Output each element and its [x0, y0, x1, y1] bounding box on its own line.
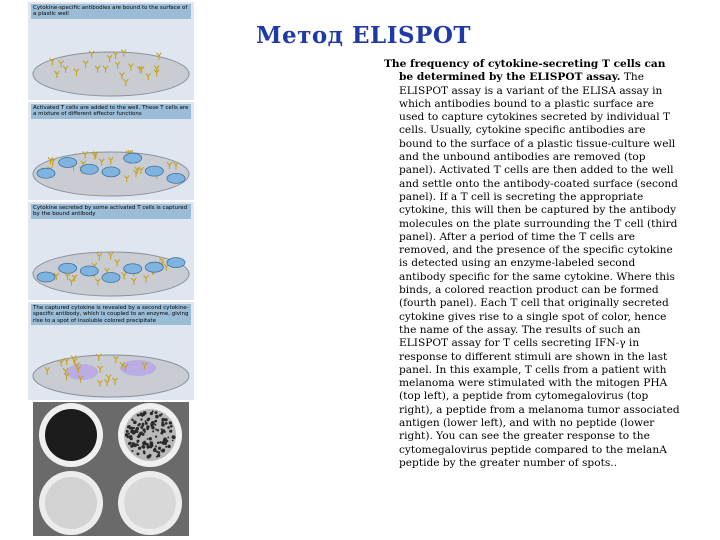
elispot-spot [157, 454, 160, 457]
panel-2-caption: Activated T cells are added to the well. These T cells are a mixture of different effector functions [31, 104, 191, 119]
elispot-spot [159, 441, 161, 443]
elispot-spot [142, 423, 145, 426]
elispot-spot [161, 418, 165, 422]
elispot-spot [149, 456, 151, 458]
slide-body-text [384, 58, 681, 470]
elispot-spot [132, 432, 135, 435]
elispot-spot [155, 415, 159, 419]
well-pha [45, 409, 97, 461]
elispot-spot [130, 444, 133, 447]
elispot-spot [154, 412, 156, 414]
elispot-spot [169, 430, 172, 433]
slide-title: Метод ELISPOT [256, 22, 472, 49]
body-paragraph: The ELISPOT assay is a variant of the ELISA assay in which antibodies bound to a plastic surface are used to capture cytokines secreted by individual T cells. Usually, cytokine specific antibodies are bound to the surface of a plastic tissue-culture well and the unbound antibodies are removed (top panel). Activated T cells are then added to the well and settle onto the antibody-coated surface (second panel). If a T cell is secreting the appropriate cytokine, this will then be captured by the antibody molecules on the plate surrounding the T cell (third panel). After a period of time the T cells are removed, and the presence of the specific cytokine is detected using an enzyme-labeled second antibody specific for the same cytokine. Where this binds, a colored reaction product can be formed (fourth panel). Each T cell that originally secreted cytokine gives rise to a single spot of color, hence the name of the assay. The results of such an ELISPOT assay for T cells secreting IFN-γ in response to different stimuli are shown in the last panel. In this example, T cells from a patient with melanoma were stimulated with the mitogen PHA (top left), a peptide from cytomegalovirus (top right), a peptide from a melanoma tumor associated antigen (lower left), and with no peptide (lower right). You can see the greater response to the cytomegalovirus peptide compared to the melanA peptide by the greater number of spots.. [399, 71, 680, 469]
elispot-spot [155, 429, 157, 431]
t-cell-icon [145, 262, 163, 272]
elispot-spot [163, 440, 166, 443]
elispot-spot [138, 436, 141, 439]
elispot-spot [161, 422, 164, 425]
elispot-spot [129, 437, 131, 439]
elispot-spot [172, 440, 174, 442]
elispot-spot [152, 430, 154, 432]
t-cell-icon [102, 167, 120, 177]
t-cell-icon [80, 164, 98, 174]
elispot-spot [162, 448, 165, 451]
elispot-spot [136, 427, 139, 430]
elispot-spot [167, 436, 169, 438]
elispot-spot [158, 447, 161, 450]
elispot-spot [169, 421, 172, 424]
elispot-spot [149, 437, 152, 440]
elispot-spot [137, 424, 140, 427]
elispot-figure [28, 2, 194, 538]
elispot-spot [142, 445, 145, 448]
t-cell-icon [124, 153, 142, 163]
elispot-spot [165, 422, 168, 425]
elispot-spot [157, 441, 160, 444]
well-melana [45, 477, 97, 529]
panel-1-caption: Cytokine-specific antibodies are bound to the surface of a plastic well [31, 4, 191, 19]
elispot-spot [157, 429, 160, 432]
t-cell-icon [124, 264, 142, 274]
elispot-spot [164, 431, 166, 433]
elispot-spot [146, 427, 149, 430]
elispot-spot [131, 450, 133, 452]
elispot-spot [161, 431, 163, 433]
elispot-spot [144, 431, 146, 433]
elispot-spot [172, 435, 175, 438]
t-cell-icon [145, 166, 163, 176]
elispot-spot [128, 442, 131, 445]
elispot-spot [147, 447, 149, 449]
elispot-spot [143, 450, 146, 453]
elispot-plate-photo [33, 402, 189, 536]
elispot-spot [147, 438, 149, 440]
elispot-spot [140, 431, 143, 434]
t-cell-icon [80, 266, 98, 276]
elispot-spot [167, 426, 170, 429]
elispot-spot [154, 420, 157, 423]
elispot-spot [147, 417, 150, 420]
elispot-spot [166, 440, 169, 443]
elispot-spot [137, 444, 139, 446]
elispot-spot [165, 446, 167, 448]
elispot-spot [152, 410, 154, 412]
elispot-spot [162, 443, 164, 445]
figure-panel-2 [28, 102, 194, 200]
elispot-spot [138, 415, 140, 417]
t-cell-icon [167, 258, 185, 268]
elispot-spot [153, 448, 157, 452]
elispot-spot [126, 430, 129, 433]
elispot-spot [137, 440, 140, 443]
elispot-spot [170, 425, 173, 428]
figure-panel-4 [28, 302, 194, 400]
figure-panel-1 [28, 2, 194, 100]
figure-panel-3 [28, 202, 194, 300]
t-cell-icon [37, 272, 55, 282]
elispot-spot [131, 419, 133, 421]
well-no-peptide [124, 477, 176, 529]
elispot-spot [127, 435, 129, 437]
elispot-spot [145, 422, 148, 425]
panel-3-caption: Cytokine secreted by some activated T cells is captured by the bound antibody [31, 204, 191, 219]
elispot-spot [150, 412, 153, 415]
elispot-spot [155, 435, 157, 437]
elispot-spot [140, 426, 143, 429]
well-cmv [124, 409, 176, 461]
elispot-spot [156, 451, 158, 453]
elispot-spot [136, 430, 139, 433]
elispot-spot [140, 418, 142, 420]
t-cell-icon [102, 273, 120, 283]
elispot-spot [149, 445, 152, 448]
well-floor [33, 355, 189, 397]
panel-4-caption: The captured cytokine is revealed by a second cytokine-specific antibody, which is coupled to an enzyme, giving rise to a spot of insoluble colored precipitate [31, 304, 191, 325]
t-cell-icon [37, 168, 55, 178]
elispot-spot [154, 424, 156, 426]
t-cell-icon [59, 263, 77, 273]
elispot-spot [145, 420, 147, 422]
elispot-spot [138, 453, 140, 455]
lead-sentence: The frequency of cytokine-secreting T cells can be determined by the ELISPOT assay. [384, 58, 666, 84]
elispot-spot [159, 414, 162, 417]
elispot-spot [143, 441, 146, 444]
elispot-spot [151, 421, 155, 425]
elispot-spot [141, 415, 143, 417]
elispot-spot [138, 447, 141, 450]
t-cell-icon [59, 157, 77, 167]
plate-photo-illustration [33, 402, 189, 536]
t-cell-icon [167, 173, 185, 183]
elispot-spot [155, 445, 157, 447]
elispot-spot [133, 420, 137, 424]
elispot-spot [131, 427, 134, 430]
elispot-spot [167, 445, 170, 448]
